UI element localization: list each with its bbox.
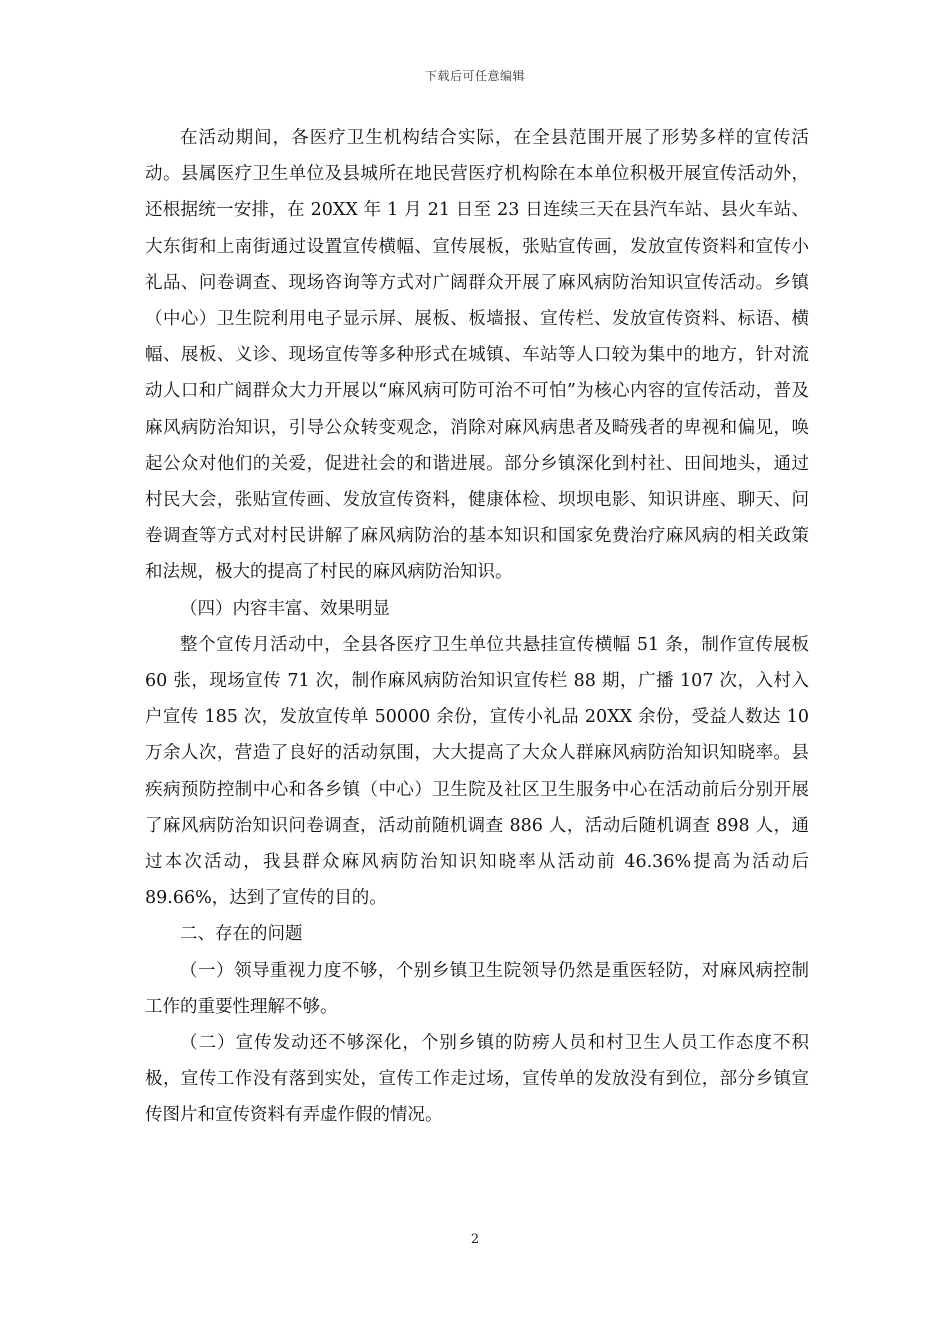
paragraph-results: 整个宣传月活动中，全县各医疗卫生单位共悬挂宣传横幅 51 条，制作宣传展板 60 张，现场宣传 71 次，制作麻风病防治知识宣传栏 88 期，广播 107 次，入村入户宣传 185 次，发放宣传单 50000 余份，宣传小礼品 20XX 余份，受益人数达 10 万余人次，营造了良好的活动氛围，大大提高了大众人群麻风病防治知识知晓率。县疾病预防控制中心和各乡镇（中心）卫生院及社区卫生服务中心在活动前后分别开展了麻风病防治知识问卷调查，活动前随机调查 886 人，活动后随机调查 898 人，通过本次活动，我县群众麻风病防治知识知晓率从活动前 46.36%提高为活动后 89.66%，达到了宣传的目的。: [145, 634, 809, 909]
paragraph-activities: 在活动期间，各医疗卫生机构结合实际，在全县范围开展了形势多样的宣传活动。县属医疗卫生单位及县城所在地民营医疗机构除在本单位积极开展宣传活动外，还根据统一安排，在 20XX 年 1 月 21 日至 23 日连续三天在县汽车站、县火车站、大东街和上南街通过设置宣传横幅、宣传展板，张贴宣传画，发放宣传资料和宣传小礼品、问卷调查、现场咨询等方式对广阔群众开展了麻风病防治知识宣传活动。乡镇（中心）卫生院利用电子显示屏、展板、板墙报、宣传栏、发放宣传资料、标语、横幅、展板、义诊、现场宣传等多种形式在城镇、车站等人口较为集中的地方，针对流动人口和广阔群众大力开展以“麻风病可防可治不可怕”为核心内容的宣传活动，普及麻风病防治知识，引导公众转变观念，消除对麻风病患者及畸残者的卑视和偏见，唤起公众对他们的关爱，促进社会的和谐进展。部分乡镇深化到村社、田间地头，通过村民大会，张贴宣传画、发放宣传资料，健康体检、坝坝电影、知识讲座、聊天、问卷调查等方式对村民讲解了麻风病防治的基本知识和国家免费治疗麻风病的相关政策和法规，极大的提高了村民的麻风病防治知识。: [145, 128, 809, 583]
section-heading-content-rich: （四）内容丰富、效果明显: [180, 598, 390, 619]
section-heading-problems: 二、存在的问题: [180, 924, 303, 945]
paragraph-problem-one: （一）领导重视力度不够，个别乡镇卫生院领导仍然是重医轻防，对麻风病控制工作的重要性理解不够。: [145, 960, 809, 1017]
paragraph-problem-two: （二）宣传发动还不够深化，个别乡镇的防痨人员和村卫生人员工作态度不积极，宣传工作没有落到实处，宣传工作走过场，宣传单的发放没有到位，部分乡镇宣传图片和宣传资料有弄虚作假的情况。: [145, 1033, 809, 1126]
page-header: 下载后可任意编辑: [424, 69, 525, 83]
document-body: [145, 120, 809, 1134]
page-number: 2: [470, 1232, 480, 1247]
